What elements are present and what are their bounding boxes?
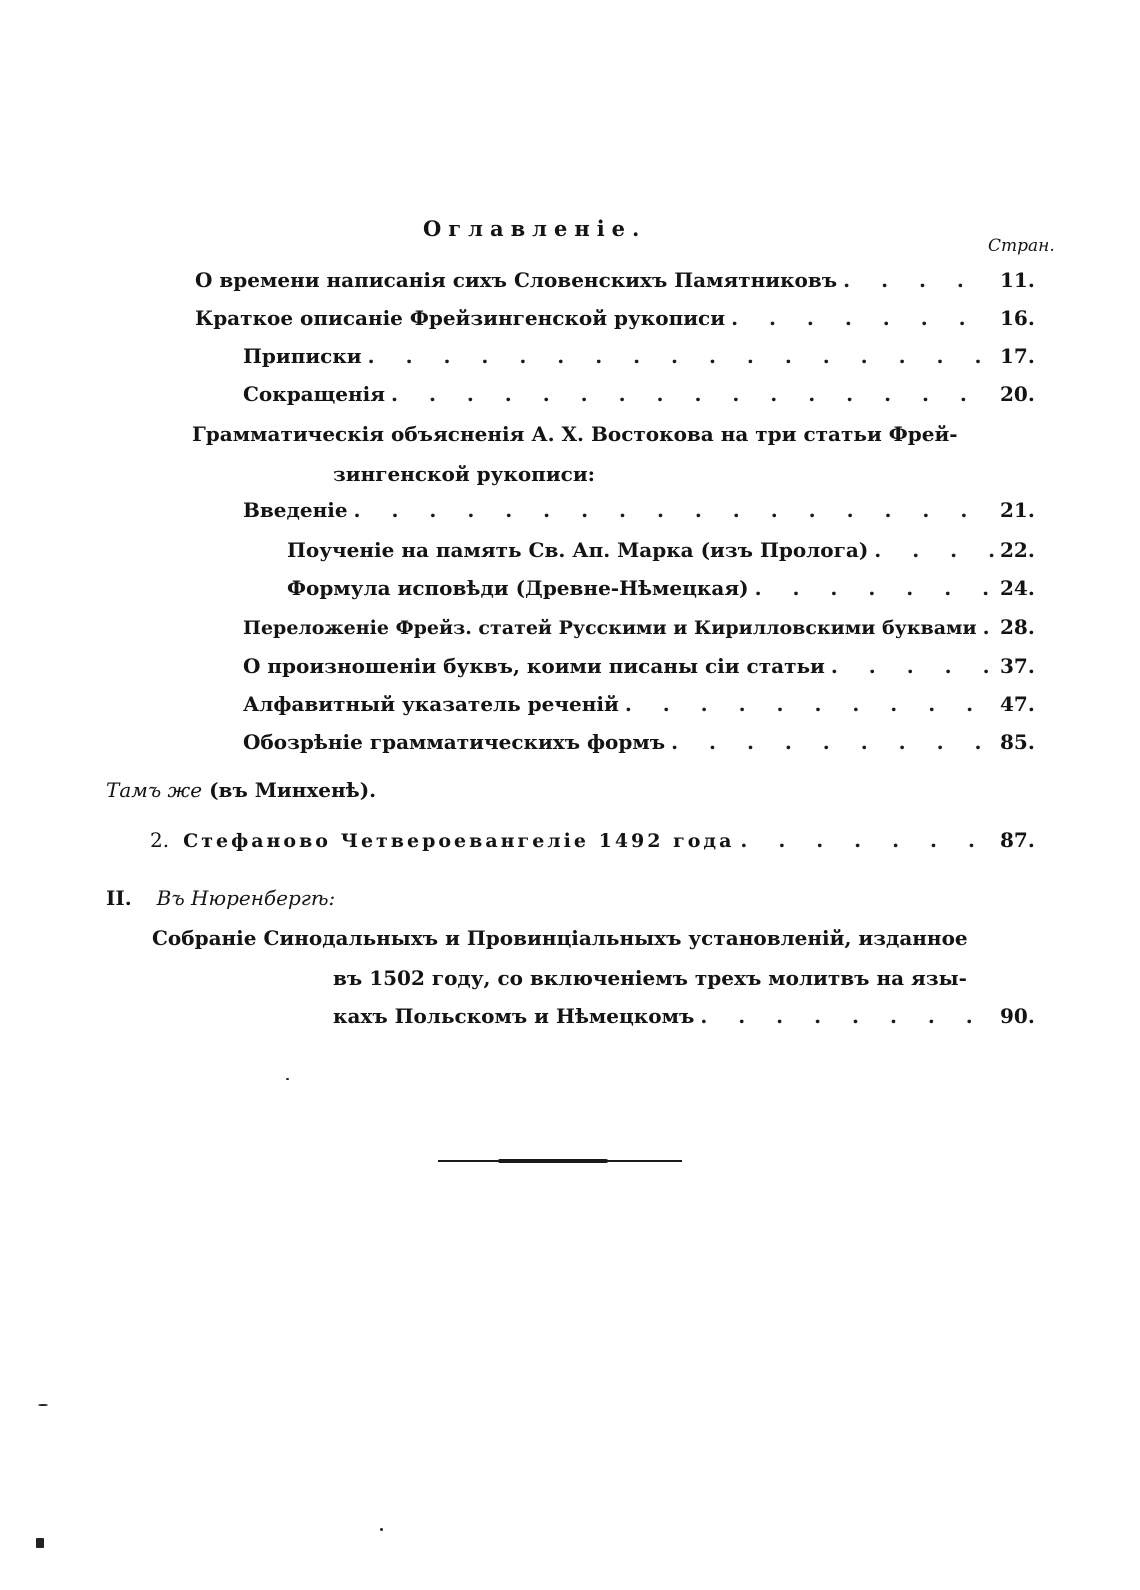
toc-entry bbox=[243, 376, 1050, 412]
scan-speck bbox=[286, 1078, 289, 1080]
toc-entry-label: Формула исповѣди (Древне-Нѣмецкая) bbox=[287, 576, 749, 600]
toc-entry bbox=[287, 570, 1050, 606]
toc-entry-label: Поученіе на память Св. Ап. Марка (изъ Пролога) bbox=[287, 538, 869, 562]
toc-entry bbox=[243, 492, 1050, 528]
toc-entry-page: 22. bbox=[1000, 538, 1035, 562]
section-munich-heading bbox=[106, 772, 376, 808]
toc-entry bbox=[243, 338, 1050, 374]
scan-speck bbox=[380, 1528, 383, 1531]
entry-line2: въ 1502 году, со включеніемъ трехъ молитвъ на язы- bbox=[333, 966, 967, 990]
toc-entry-label: кахъ Польскомъ и Нѣмецкомъ bbox=[333, 1004, 695, 1028]
toc-entry-label: Алфавитный указатель реченій bbox=[243, 692, 619, 716]
toc-entry bbox=[243, 686, 1050, 722]
toc-entry-label: Сокращенія bbox=[243, 382, 386, 406]
toc-entry bbox=[333, 998, 1050, 1034]
dot-leader bbox=[625, 686, 994, 722]
place-paren: (въ Минхенѣ). bbox=[209, 778, 377, 802]
dot-leader bbox=[983, 609, 994, 645]
dot-leader bbox=[843, 262, 994, 298]
toc-entry bbox=[243, 609, 1050, 645]
toc-entry-label: Обозрѣніе грамматическихъ формъ bbox=[243, 730, 666, 754]
toc-entry-page: 87. bbox=[1000, 828, 1035, 852]
dot-leader bbox=[391, 376, 994, 412]
toc-entry-page: 11. bbox=[1000, 268, 1035, 292]
toc-entry-page: 28. bbox=[1000, 615, 1035, 639]
toc-entry-page: 47. bbox=[1000, 692, 1035, 716]
toc-entry-label-line2: зингенской рукописи: bbox=[333, 462, 596, 486]
toc-entry-page: 37. bbox=[1000, 654, 1035, 678]
scan-speck bbox=[38, 1404, 48, 1406]
section-nuremberg-heading bbox=[106, 880, 335, 916]
toc-entry-label: Введеніе bbox=[243, 498, 348, 522]
dot-leader bbox=[874, 532, 994, 568]
dot-leader bbox=[368, 338, 994, 374]
toc-entry bbox=[287, 532, 1050, 568]
toc-entry-label: Краткое описаніе Фрейзингенской рукописи bbox=[195, 306, 726, 330]
page-title: Оглавленіе. bbox=[423, 216, 647, 241]
toc-entry-label: О произношеніи буквъ, коими писаны сіи статьи bbox=[243, 654, 825, 678]
toc-entry-page: 16. bbox=[1000, 306, 1035, 330]
toc-entry-page: 24. bbox=[1000, 576, 1035, 600]
toc-entry-label: Переложеніе Фрейз. статей Русскими и Кирилловскими буквами bbox=[243, 617, 977, 639]
toc-entry-page: 85. bbox=[1000, 730, 1035, 754]
decorative-rule bbox=[438, 1160, 682, 1162]
section-number: II. bbox=[106, 886, 132, 910]
dot-leader bbox=[755, 570, 994, 606]
dot-leader bbox=[731, 300, 994, 336]
toc-entry bbox=[195, 262, 1050, 298]
toc-entry bbox=[195, 300, 1050, 336]
page-column-header: Стран. bbox=[988, 236, 1055, 256]
toc-entry-page: 21. bbox=[1000, 498, 1035, 522]
dot-leader bbox=[671, 724, 994, 760]
dot-leader bbox=[831, 648, 994, 684]
entry-line1: Собраніе Синодальныхъ и Провинціальныхъ установленій, изданное bbox=[152, 926, 968, 950]
toc-entry-page: 17. bbox=[1000, 344, 1035, 368]
toc-entry bbox=[150, 822, 1050, 858]
scan-speck bbox=[36, 1538, 44, 1548]
toc-entry-page: 20. bbox=[1000, 382, 1035, 406]
toc-entry bbox=[243, 724, 1050, 760]
dot-leader bbox=[700, 998, 994, 1034]
toc-entry bbox=[243, 648, 1050, 684]
dot-leader bbox=[354, 492, 994, 528]
toc-entry-label: О времени написанія сихъ Словенскихъ Памятниковъ bbox=[195, 268, 838, 292]
toc-entry-label: Стефаново Четвероевангеліе 1492 года bbox=[183, 830, 735, 852]
toc-entry-label: Приписки bbox=[243, 344, 362, 368]
dot-leader bbox=[740, 822, 994, 858]
place-italic: Тамъ же bbox=[106, 778, 203, 802]
toc-entry-page: 90. bbox=[1000, 1004, 1035, 1028]
toc-entry-label-line1: Грамматическія объясненія А. Х. Востокова на три статьи Фрей- bbox=[192, 422, 958, 446]
item-number: 2. bbox=[150, 828, 170, 852]
place-italic: Въ Нюренбергѣ: bbox=[156, 886, 336, 910]
